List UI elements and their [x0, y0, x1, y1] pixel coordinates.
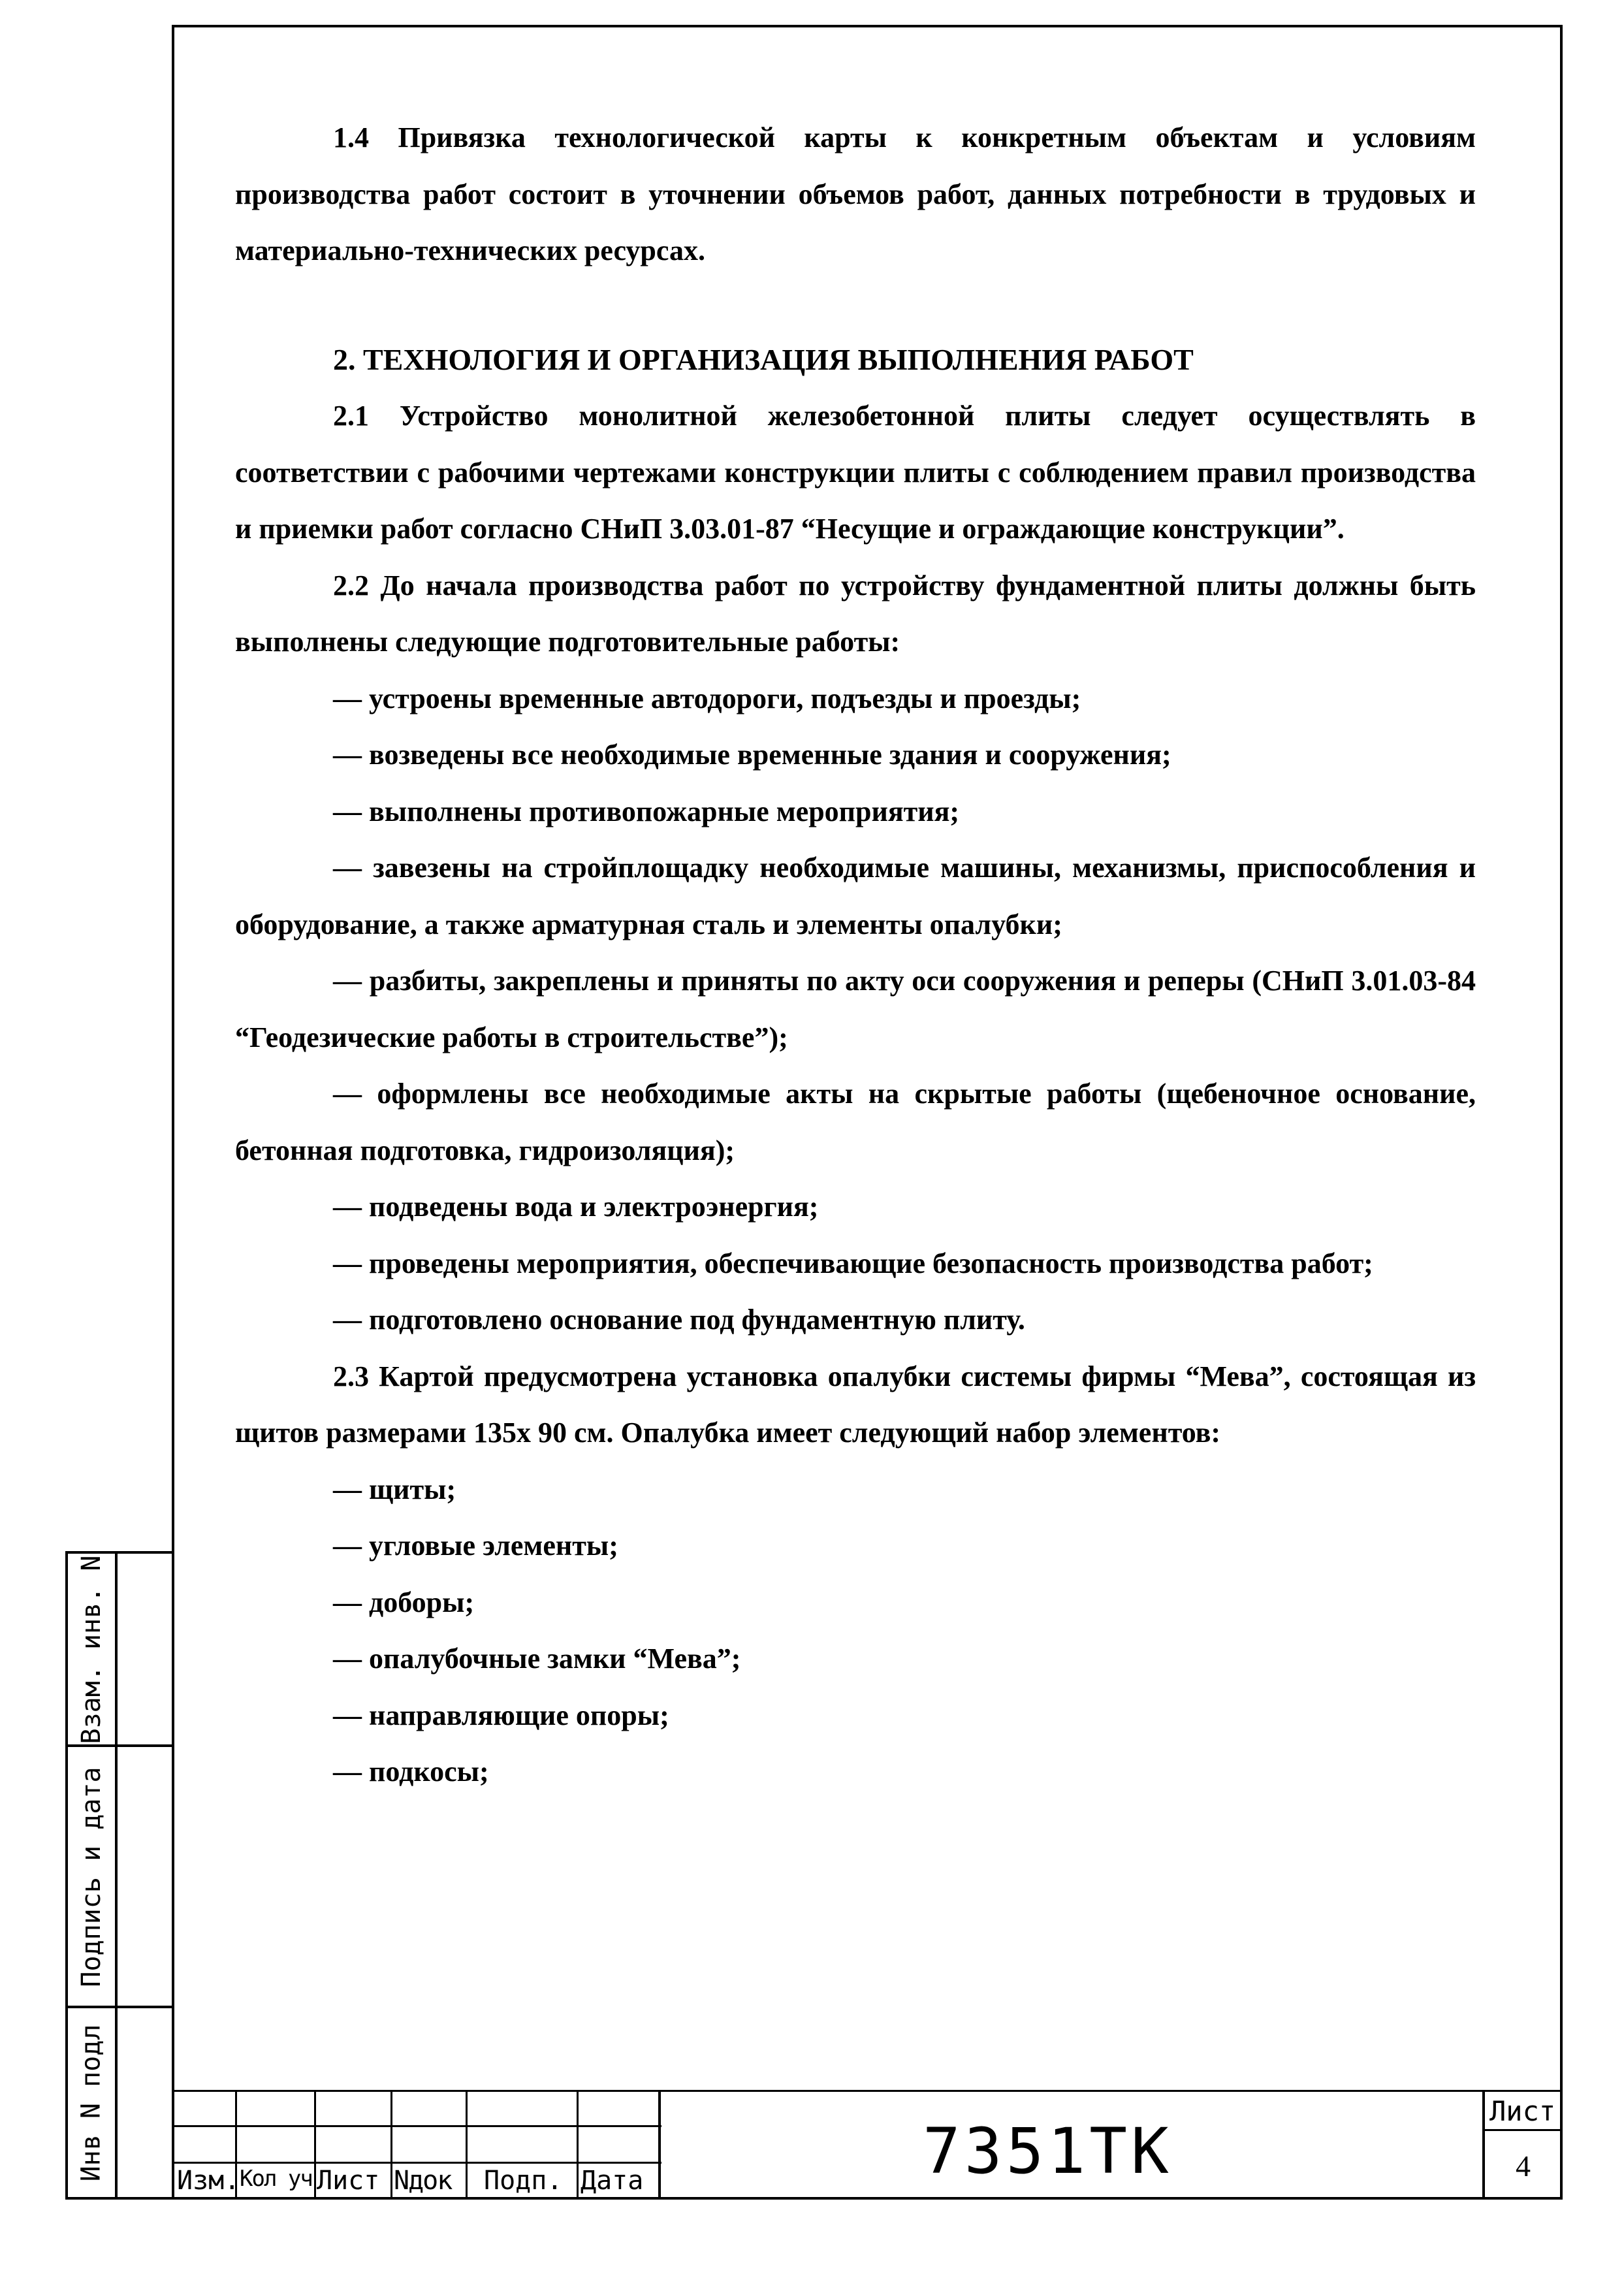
- col-data: Дата: [581, 2166, 644, 2196]
- side-label-vzam-inv: Взам. инв. N: [76, 1555, 106, 1744]
- formwork-item: — угловые элементы;: [333, 1530, 618, 1562]
- side-stamp-cell: [115, 2006, 174, 2200]
- paragraph-2-2: 2.2 До начала производства работ по устройству фундаментной плиты должны быть выполнены следующие подготовительные работы:: [235, 569, 1476, 658]
- col-izm: Изм.: [177, 2166, 240, 2196]
- side-label-podpis-data: Подпись и дата: [76, 1767, 106, 1987]
- col-n-dok: Nдок: [394, 2166, 452, 2196]
- prep-item: — возведены все необходимые временные здания и сооружения;: [333, 739, 1171, 771]
- document-code: 7351ТК: [923, 2115, 1173, 2188]
- prep-item: — проведены мероприятия, обеспечивающие безопасность производства работ;: [333, 1247, 1373, 1279]
- side-stamp-cell: [115, 1551, 174, 1747]
- title-block: [172, 2090, 1563, 2200]
- side-stamp: [65, 1551, 172, 2200]
- col-kol-uch: Кол уч: [240, 2166, 312, 2192]
- prep-item: — подведены вода и электроэнергия;: [333, 1191, 819, 1223]
- prep-item: — завезены на стройплощадку необходимые машины, механизмы, приспособления и оборудование, а также арматурная сталь и элементы опалубки;: [235, 852, 1476, 940]
- prep-item: — устроены временные автодороги, подъезды и проезды;: [333, 682, 1081, 714]
- formwork-item: — щиты;: [333, 1473, 456, 1505]
- col-podp: Подп.: [484, 2166, 563, 2196]
- document-body: [235, 110, 1476, 1801]
- paragraph-1-4: 1.4 Привязка технологической карты к конкретным объектам и условиям производства работ состоит в уточнении объемов работ, данных потребности в трудовых и материально-технических ресурсах.: [235, 121, 1476, 266]
- side-label-inv-podl: Инв N подл: [76, 2024, 106, 2182]
- formwork-item: — опалубочные замки “Мева”;: [333, 1643, 741, 1675]
- col-list: Лист: [317, 2166, 380, 2196]
- paragraph-2-3: 2.3 Картой предусмотрена установка опалубки системы фирмы “Мева”, состоящая из щитов размерами 135х 90 см. Опалубка имеет следующий набор элементов:: [235, 1360, 1476, 1449]
- sheet-label: Лист: [1489, 2095, 1556, 2127]
- formwork-item: — доборы;: [333, 1586, 475, 1618]
- side-stamp-cell: [115, 1744, 174, 2008]
- sheet-number: 4: [1516, 2149, 1531, 2183]
- prep-item: — оформлены все необходимые акты на скрытые работы (щебеночное основание, бетонная подготовка, гидроизоляция);: [235, 1078, 1476, 1166]
- formwork-item: — направляющие опоры;: [333, 1699, 669, 1731]
- prep-item: — выполнены противопожарные мероприятия;: [333, 795, 960, 827]
- paragraph-2-1: 2.1 Устройство монолитной железобетонной плиты следует осуществлять в соответствии с рабочими чертежами конструкции плиты с соблюдением правил производства и приемки работ согласно СНиП 3.03.01-87 “Несущие и ограждающие конструкции”.: [235, 400, 1476, 545]
- prep-item: — разбиты, закреплены и приняты по акту оси сооружения и реперы (СНиП 3.01.03-84 “Геодезические работы в строительстве”);: [235, 965, 1476, 1053]
- prep-item: — подготовлено основание под фундаментную плиту.: [333, 1304, 1025, 1336]
- section-heading-2: 2. ТЕХНОЛОГИЯ И ОРГАНИЗАЦИЯ ВЫПОЛНЕНИЯ РАБОТ: [333, 342, 1194, 376]
- formwork-item: — подкосы;: [333, 1756, 489, 1788]
